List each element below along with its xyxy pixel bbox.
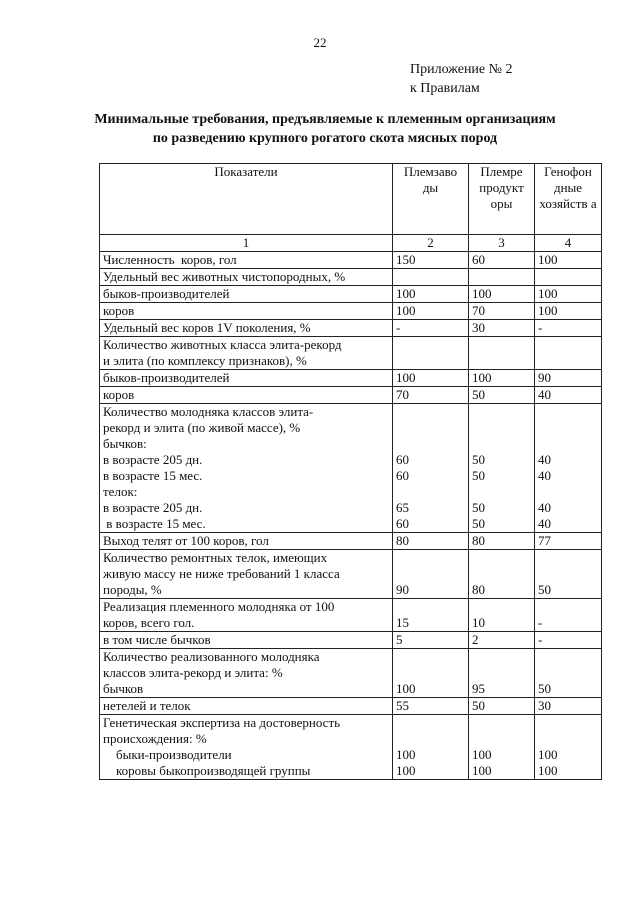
row-value-cell <box>393 286 469 303</box>
row-value-cell <box>469 286 535 303</box>
table-row <box>100 550 602 599</box>
row-value-cell <box>469 387 535 404</box>
appendix-note <box>410 60 513 98</box>
row-value-cell <box>469 269 535 286</box>
row-value-cell <box>469 715 535 780</box>
row-value-line: 2 <box>472 632 479 647</box>
requirements-table <box>99 163 602 780</box>
row-label-cell <box>100 286 393 303</box>
row-value-cell <box>393 252 469 269</box>
row-value-cell <box>393 303 469 320</box>
row-label-cell <box>100 269 393 286</box>
table-row <box>100 649 602 698</box>
row-value-cell <box>469 337 535 370</box>
row-value-line <box>396 649 465 665</box>
row-value-line <box>396 715 465 731</box>
row-value-line: - <box>538 615 543 630</box>
row-value-line: - <box>538 632 543 647</box>
row-value-cell <box>535 599 602 632</box>
row-label-cell <box>100 337 393 370</box>
row-value-line: 70 <box>472 303 485 318</box>
row-label-line: Выход телят от 100 коров, гол <box>103 533 269 548</box>
row-value-line <box>538 337 598 353</box>
row-value-cell <box>535 303 602 320</box>
row-label-line: бычков: <box>103 436 147 451</box>
row-value-cell <box>469 404 535 533</box>
row-value-line: 100 <box>472 370 492 385</box>
row-value-line <box>396 665 465 681</box>
table-header-row <box>100 164 602 235</box>
column-number: 4 <box>535 235 602 252</box>
row-value-cell <box>393 715 469 780</box>
row-label-line: бычков <box>103 681 144 696</box>
appendix-line-2: к Правилам <box>410 81 480 96</box>
row-value-line: 60 <box>396 516 409 531</box>
row-value-cell <box>393 337 469 370</box>
row-value-line: 80 <box>396 533 409 548</box>
row-value-cell <box>535 320 602 337</box>
row-value-cell <box>469 370 535 387</box>
header-genofond: Генофон дные хозяйств а <box>535 164 602 235</box>
row-label-cell <box>100 404 393 533</box>
row-value-line: 50 <box>472 500 485 515</box>
row-label-cell <box>100 303 393 320</box>
row-value-line <box>538 550 598 566</box>
row-label-line: Количество ремонтных телок, имеющих <box>103 550 328 565</box>
row-value-line <box>538 353 598 369</box>
row-value-cell <box>469 698 535 715</box>
table-row <box>100 286 602 303</box>
table-row <box>100 252 602 269</box>
row-value-line <box>538 484 598 500</box>
row-value-line: 100 <box>538 763 558 778</box>
document-title <box>90 110 560 148</box>
row-value-cell <box>535 337 602 370</box>
row-value-line <box>396 484 465 500</box>
row-value-cell <box>393 599 469 632</box>
row-value-cell <box>535 715 602 780</box>
row-value-cell <box>393 387 469 404</box>
row-value-cell <box>535 649 602 698</box>
row-label-line: коров <box>103 303 135 318</box>
row-value-line: 65 <box>396 500 409 515</box>
row-value-line: 50 <box>472 698 485 713</box>
row-value-line: 15 <box>396 615 409 630</box>
row-label-line: Численность коров, гол <box>103 252 237 267</box>
row-value-cell <box>535 286 602 303</box>
row-value-cell <box>535 269 602 286</box>
row-value-line: 100 <box>396 286 416 301</box>
row-label-line: коров <box>103 387 135 402</box>
row-label-line: быков-производителей <box>103 286 230 301</box>
row-value-line <box>396 436 465 452</box>
row-value-cell <box>393 649 469 698</box>
column-number: 2 <box>393 235 469 252</box>
row-label-line: в возрасте 205 дн. <box>103 500 203 515</box>
row-value-cell <box>469 303 535 320</box>
row-value-line: 100 <box>396 763 416 778</box>
row-label-line: живую массу не ниже требований 1 класса <box>103 566 340 581</box>
row-label-line: в возрасте 205 дн. <box>103 452 203 467</box>
header-plemreproduktory: Племре продукт оры <box>469 164 535 235</box>
row-value-cell <box>393 370 469 387</box>
row-value-line <box>472 566 531 582</box>
row-label-line: в возрасте 15 мес. <box>103 468 203 483</box>
row-value-line: 100 <box>472 286 492 301</box>
row-value-line <box>538 566 598 582</box>
row-value-line <box>396 269 465 285</box>
row-value-cell <box>393 550 469 599</box>
row-value-cell <box>535 404 602 533</box>
row-value-line: 40 <box>538 387 551 402</box>
row-value-line: 40 <box>538 516 551 531</box>
row-value-line <box>472 550 531 566</box>
row-value-line: 150 <box>396 252 416 267</box>
row-value-line <box>538 420 598 436</box>
row-value-line <box>472 269 531 285</box>
row-value-cell <box>393 320 469 337</box>
row-value-line: 10 <box>472 615 485 630</box>
row-value-cell <box>393 404 469 533</box>
row-value-cell <box>393 269 469 286</box>
row-value-cell <box>469 550 535 599</box>
row-value-line: 60 <box>396 468 409 483</box>
row-label-line: породы, % <box>103 582 162 597</box>
row-value-line: 40 <box>538 452 551 467</box>
row-value-line: 100 <box>538 286 558 301</box>
row-label-line: и элита (по комплексу признаков), % <box>103 353 307 368</box>
row-label-line: коров, всего гол. <box>103 615 195 630</box>
row-value-line <box>538 436 598 452</box>
column-number: 1 <box>100 235 393 252</box>
row-value-line: 50 <box>472 452 485 467</box>
row-value-line <box>396 420 465 436</box>
row-value-line: 50 <box>472 468 485 483</box>
title-line-1: Минимальные требования, предъявляемые к племенным организациям <box>94 112 556 127</box>
table-row <box>100 404 602 533</box>
row-label-line: Количество молодняка классов элита- <box>103 404 314 419</box>
row-value-line: 100 <box>396 747 416 762</box>
row-value-line <box>472 436 531 452</box>
row-value-line: - <box>538 320 543 335</box>
row-value-line: 40 <box>538 500 551 515</box>
row-value-line <box>472 599 531 615</box>
row-value-cell <box>535 533 602 550</box>
row-value-line: 100 <box>472 763 492 778</box>
row-label-line: телок: <box>103 484 138 499</box>
row-label-cell <box>100 698 393 715</box>
row-label-line: Реализация племенного молодняка от 100 <box>103 599 335 614</box>
row-value-line <box>538 404 598 420</box>
row-value-cell <box>393 632 469 649</box>
row-label-line: нетелей и телок <box>103 698 191 713</box>
row-value-line: 100 <box>396 370 416 385</box>
row-value-line <box>538 599 598 615</box>
table-row <box>100 632 602 649</box>
row-label-cell <box>100 550 393 599</box>
row-value-line <box>472 337 531 353</box>
row-value-line <box>472 404 531 420</box>
row-value-line: 55 <box>396 698 409 713</box>
table-row <box>100 320 602 337</box>
row-label-cell <box>100 387 393 404</box>
row-value-line <box>538 649 598 665</box>
row-label-line: Генетическая экспертиза на достоверность <box>103 715 341 730</box>
row-value-line: 100 <box>396 303 416 318</box>
row-value-line: 100 <box>538 747 558 762</box>
row-label-line: быков-производителей <box>103 370 230 385</box>
row-value-line: 50 <box>538 681 551 696</box>
row-value-line <box>538 731 598 747</box>
row-value-line: 100 <box>538 252 558 267</box>
row-value-line <box>472 665 531 681</box>
row-value-line <box>538 269 598 285</box>
row-value-line: 50 <box>538 582 551 597</box>
row-value-line <box>538 665 598 681</box>
page-number: 22 <box>313 35 327 50</box>
row-value-cell <box>535 370 602 387</box>
row-label-line: быки-производители <box>103 747 232 762</box>
row-value-cell <box>469 533 535 550</box>
row-value-line <box>396 337 465 353</box>
table-row <box>100 269 602 286</box>
table-row <box>100 387 602 404</box>
row-label-line: Удельный вес животных чистопородных, % <box>103 269 346 284</box>
row-label-cell <box>100 649 393 698</box>
row-label-cell <box>100 599 393 632</box>
row-label-cell <box>100 252 393 269</box>
row-label-cell <box>100 320 393 337</box>
table-row <box>100 533 602 550</box>
row-value-line: 90 <box>396 582 409 597</box>
table-row <box>100 370 602 387</box>
table-row <box>100 715 602 780</box>
row-label-line: Количество реализованного молодняка <box>103 649 320 664</box>
row-value-line <box>472 731 531 747</box>
row-value-cell <box>469 252 535 269</box>
row-value-line <box>396 353 465 369</box>
row-label-cell <box>100 370 393 387</box>
row-value-line: 80 <box>472 582 485 597</box>
row-value-line: 70 <box>396 387 409 402</box>
row-value-line <box>396 731 465 747</box>
column-number-row <box>100 235 602 252</box>
row-value-line: 95 <box>472 681 485 696</box>
row-label-line: происхождения: % <box>103 731 207 746</box>
row-label-line: рекорд и элита (по живой массе), % <box>103 420 301 435</box>
row-value-line: 40 <box>538 468 551 483</box>
row-value-line: 5 <box>396 632 403 647</box>
row-value-line <box>396 566 465 582</box>
row-value-cell <box>469 320 535 337</box>
row-label-line: Удельный вес коров 1V поколения, % <box>103 320 311 335</box>
row-value-line: 60 <box>396 452 409 467</box>
row-value-line <box>472 649 531 665</box>
row-value-cell <box>535 387 602 404</box>
title-line-2: по разведению крупного рогатого скота мясных пород <box>152 131 498 146</box>
row-label-line: классов элита-рекорд и элита: % <box>103 665 283 680</box>
row-value-cell <box>469 649 535 698</box>
row-value-line <box>538 715 598 731</box>
row-value-cell <box>393 533 469 550</box>
row-value-line: 90 <box>538 370 551 385</box>
table-row <box>100 698 602 715</box>
row-value-cell <box>535 252 602 269</box>
appendix-line-1: Приложение № 2 <box>410 62 513 77</box>
row-value-line: 30 <box>472 320 485 335</box>
row-label-line: коровы быкопроизводящей группы <box>103 763 311 778</box>
row-value-line: 60 <box>472 252 485 267</box>
table-row <box>100 303 602 320</box>
row-label-cell <box>100 533 393 550</box>
row-value-line: - <box>396 320 401 335</box>
row-value-line: 100 <box>396 681 416 696</box>
header-plemzavody: Племзаво ды <box>393 164 469 235</box>
row-value-cell <box>469 632 535 649</box>
table-row <box>100 599 602 632</box>
row-value-line: 100 <box>472 747 492 762</box>
row-value-cell <box>535 632 602 649</box>
row-label-line: в возрасте 15 мес. <box>103 516 206 531</box>
column-number: 3 <box>469 235 535 252</box>
row-value-cell <box>393 698 469 715</box>
row-label-cell <box>100 632 393 649</box>
row-value-line <box>396 550 465 566</box>
row-value-line: 30 <box>538 698 551 713</box>
row-value-cell <box>535 698 602 715</box>
table-row <box>100 337 602 370</box>
row-value-cell <box>535 550 602 599</box>
row-value-line <box>472 353 531 369</box>
header-indicators: Показатели <box>100 164 393 235</box>
row-value-line <box>472 715 531 731</box>
row-value-line <box>396 599 465 615</box>
row-label-line: в том числе бычков <box>103 632 211 647</box>
row-value-line: 80 <box>472 533 485 548</box>
row-value-line: 50 <box>472 387 485 402</box>
row-value-line <box>472 420 531 436</box>
row-label-cell <box>100 715 393 780</box>
row-value-line: 100 <box>538 303 558 318</box>
row-value-line <box>396 404 465 420</box>
row-value-cell <box>469 599 535 632</box>
row-value-line: 77 <box>538 533 551 548</box>
row-label-line: Количество животных класса элита-рекорд <box>103 337 342 352</box>
row-value-line: 50 <box>472 516 485 531</box>
row-value-line <box>472 484 531 500</box>
